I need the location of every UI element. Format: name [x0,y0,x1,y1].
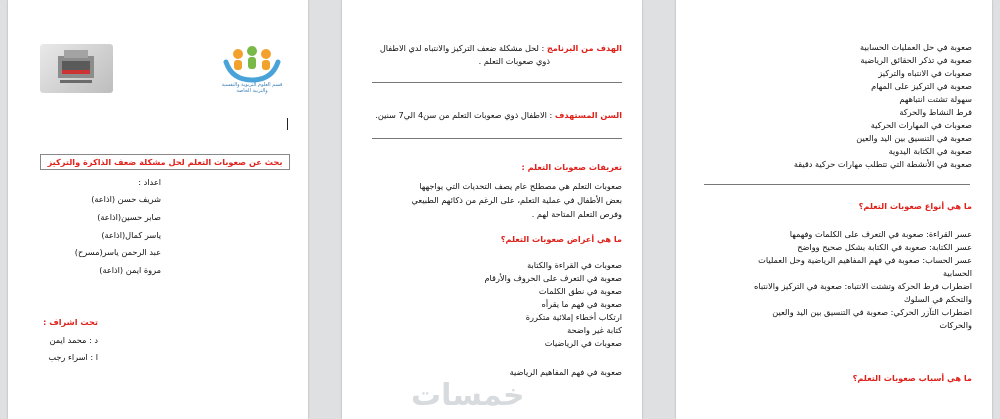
age-label: السن المستهدف [554,110,622,120]
type-item: عسر الحساب: صعوبة في فهم المفاهيم الرياضية وحل العمليات [758,255,972,265]
definition-line: وفرص التعلم المتاحة لهم . [531,209,622,219]
author-item: صابر حسين(اذاعة) [97,212,161,222]
symptom-item: صعوبات في القراءة والكتابة [527,260,622,270]
university-logo [40,44,113,93]
list-item: سهولة تشتت انتباههم [899,94,972,104]
author-item: مروة ايمن (اذاعة) [99,265,161,275]
type-item: الحسابية [943,268,972,278]
types-heading: ما هي أنواع صعوبات التعلم؟ [858,201,972,211]
page-3 [676,0,992,419]
divider [372,138,622,139]
author-item: ياسر كمال(اذاعة) [101,230,161,240]
definitions-heading: تعريفات صعوبات التعلم : [521,162,622,172]
goal-label: الهدف من البرنامج [546,43,622,53]
goal-text: : لحل مشكلة ضعف التركيز والانتباه لدي الاطفال [379,43,547,53]
list-item: صعوبات في الانتباه والتركيز [878,68,972,78]
list-item: صعوبة في الكتابة اليدوية [888,146,972,156]
text-cursor [287,118,288,130]
definition-line: بعض الأطفال في عملية التعلم، على الرغم من ذكائهم الطبيعي [411,195,622,205]
list-item: صعوبة في حل العمليات الحسابية [859,42,972,52]
list-item: صعوبة في تذكر الحقائق الرياضية [860,55,972,65]
definition-line: صعوبات التعلم هي مصطلح عام يصف التحديات التي يواجهها [419,181,622,191]
symptom-item: صعوبة في نطق الكلمات [538,286,622,296]
list-item: صعوبة في التركيز على المهام [871,81,972,91]
symptom-item: صعوبة في فهم المفاهيم الرياضية [509,367,622,377]
supervisor-item: ا : اسراء رجب [48,352,98,362]
supervision-label: تحت اشراف : [43,317,98,327]
type-item: والحركات [939,320,972,330]
department-logo [218,44,286,99]
type-item: عسر القراءة: صعوبة في التعرف على الكلمات وفهمها [789,229,972,239]
symptom-item: ارتكاب أخطاء إملائية متكررة [525,312,622,322]
symptom-item: كتابة غير واضحة [567,325,622,335]
goal-text-continued: ذوي صعوبات التعلم . [478,56,550,66]
symptom-item: صعوبات في الرياضيات [544,338,622,348]
symptom-item: صعوبة في فهم ما يقرأه [541,299,622,309]
type-item: اضطراب فرط الحركة وتشتت الانتباه: صعوبة في التركيز والانتباه [754,281,972,291]
age-text: : الاطفال ذوي صعوبات التعلم من سن4 الي7 سنين. [375,110,555,120]
people-hands-icon [218,44,286,84]
page-2 [342,0,642,419]
page-1 [8,0,308,419]
watermark-logo: خمسات [411,378,525,413]
list-item: صعوبة في التنسيق بين اليد والعين [856,133,972,143]
university-emblem-icon [40,44,113,93]
divider [704,184,970,185]
prepared-label: اعداد : [138,177,161,187]
type-item: اضطراب التآزر الحركي: صعوبة في التنسيق بين اليد والعين [772,307,972,317]
logo-caption: قسم العلوم التربوية والنفسية والتربية الخاصة [221,82,283,94]
causes-heading: ما هي أسباب صعوبات التعلم؟ [852,373,972,383]
author-item: عبد الرحمن ياسر(مسرح) [74,247,161,257]
supervisor-item: د : محمد ايمن [49,335,98,345]
age-line [375,109,622,122]
list-item: صعوبات في المهارات الحركية [870,120,972,130]
document-title: بحث عن صعوبات التعلم لحل مشكلة ضعف الذاكرة والتركيز [40,154,290,170]
divider [372,82,622,83]
list-item: صعوبة في الأنشطة التي تتطلب مهارات حركية دقيقة [793,159,972,169]
symptom-item: صعوبة في التعرف على الحروف والأرقام [484,273,622,283]
goal-line [380,42,622,55]
type-item: والتحكم في السلوك [903,294,972,304]
type-item: عسر الكتابة: صعوبة في الكتابة بشكل صحيح وواضح [797,242,972,252]
author-item: شريف حسن (اذاعة) [91,194,161,204]
symptoms-heading: ما هي أعراض صعوبات التعلم؟ [500,234,622,244]
list-item: فرط النشاط والحركة [899,107,972,117]
